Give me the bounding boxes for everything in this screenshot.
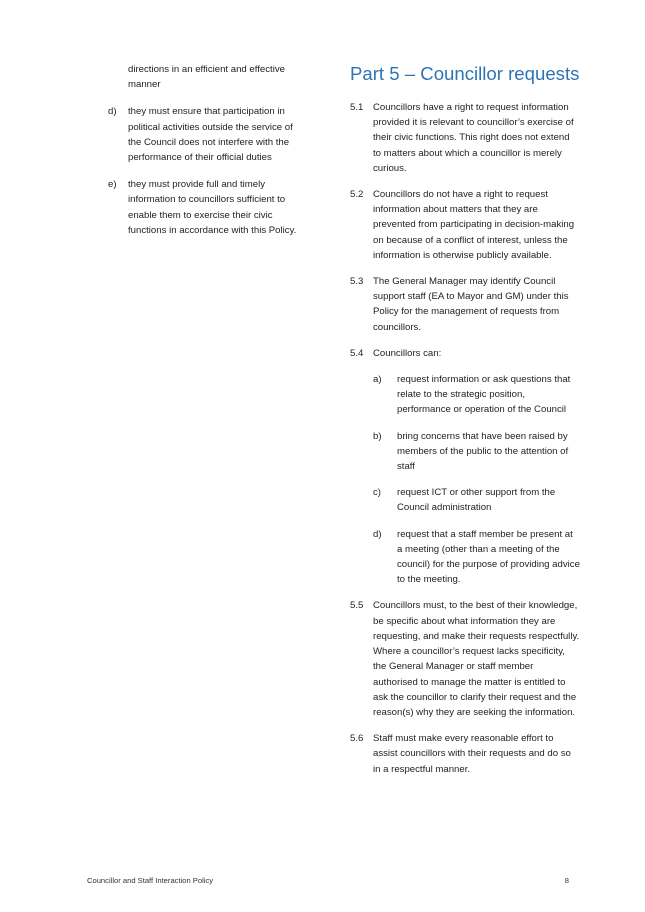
section-number: 5.5 (350, 600, 364, 612)
list-item-text: they must provide full and timely information to councillors sufficient to enable them to exercise their civic functions in accordance with this Policy. (128, 179, 297, 236)
section-number: 5.2 (350, 189, 364, 201)
list-item (108, 177, 308, 238)
section-number: 5.4 (350, 347, 364, 359)
list-item (373, 527, 580, 588)
list-item-text: they must ensure that participation in political activities outside the service of the Council does not interfere with the performance of their official duties (128, 106, 293, 164)
left-column (108, 62, 308, 238)
section-text: Councillors have a right to request information provided it is relevant to councillor’s exercise of their civic functions. This right does not extend to matters about which a councillor is merely curious. (373, 102, 574, 174)
list-item-label: a) (373, 374, 382, 386)
list-item (373, 372, 580, 418)
section-5-4 (350, 346, 580, 361)
list-item (373, 429, 580, 475)
list-item-text: request that a staff member be present at a meeting (other than a meeting of the council) for the purpose of providing advice to the meeting. (397, 528, 580, 586)
section-number: 5.6 (350, 733, 364, 745)
section-text: Staff must make every reasonable effort to assist councillors with their requests and do so in a respectful manner. (373, 733, 571, 775)
list-item-text: request information or ask questions that relate to the strategic position, performance or operation of the Council (397, 374, 571, 416)
list-item-text: bring concerns that have been raised by members of the public to the attention of staff (397, 430, 569, 473)
footer-title: Councillor and Staff Interaction Policy (87, 876, 214, 885)
section-number: 5.1 (350, 102, 364, 113)
section-text: Councillors do not have a right to request information about matters that they are prevented from participating in decision-making on because of a conflict of interest, unless the information is otherwise publicly available. (373, 189, 575, 261)
list-item-label: e) (108, 179, 117, 191)
section-text: The General Manager may identify Council support staff (EA to Mayor and GM) under this Policy for the management of requests from councillors. (373, 276, 569, 333)
continuation-text: directions in an efficient and effective manner (128, 64, 285, 91)
section-5-6 (350, 731, 580, 777)
section-5-1 (350, 100, 580, 176)
list-item-label: b) (373, 430, 382, 442)
list-item (373, 485, 580, 515)
section-5-5 (350, 598, 580, 720)
list-item-label: c) (373, 487, 381, 499)
section-text: Councillors can: (373, 347, 442, 359)
page-footer (87, 876, 569, 885)
page-number: 8 (564, 876, 569, 885)
list-item-text: request ICT or other support from the Council administration (397, 487, 556, 514)
section-5-2 (350, 187, 580, 263)
list-item-label: d) (108, 106, 117, 118)
section-heading: Part 5 – Councillor requests (350, 63, 580, 84)
list-item (108, 104, 308, 165)
section-text: Councillors must, to the best of their knowledge, be specific about what information they are requesting, and make their requests respectfully. Where a councillor’s request lacks specificity, the General Manager or staff member authorised to manage the matter is entitled to ask the councillor to clarify their request and the reason(s) why they are seeking the information. (373, 600, 580, 718)
section-number: 5.3 (350, 276, 364, 288)
section-5-3 (350, 274, 580, 335)
right-column (350, 62, 580, 788)
list-item-label: d) (373, 528, 382, 540)
